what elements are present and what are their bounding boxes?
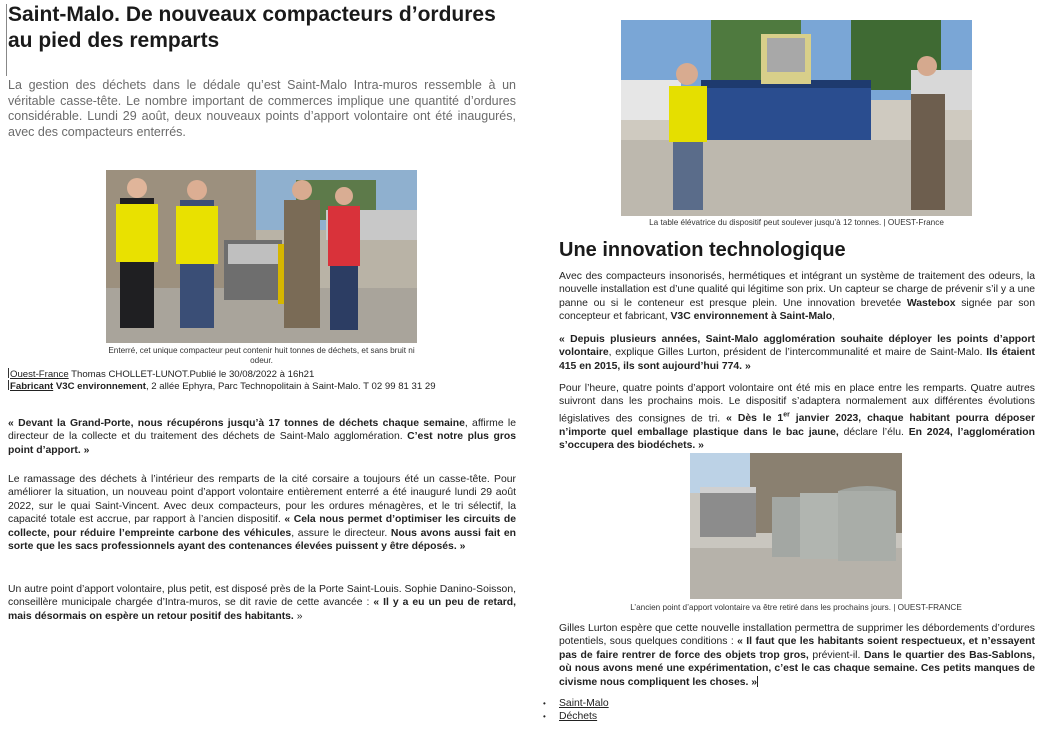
text: signée par son concepteur et fabricant, <box>559 297 1035 323</box>
photo2-caption: La table élévatrice du dispositif peut soulever jusqu’à 12 tonnes. | OUEST-France <box>649 218 944 227</box>
text: Gilles Lurton espère que cette nouvelle installation permettra de supprimer les débordements d’ordures potentiels, sous quelques conditions : <box>559 623 1035 648</box>
section-subtitle: Une innovation technologique <box>559 239 846 261</box>
paragraph-3 <box>8 583 516 623</box>
text: , <box>832 311 836 323</box>
quote: « Depuis plusieurs années, Saint-Malo agglomération souhaite déployer les points d’apport volontaire <box>559 334 1035 359</box>
text-cursor <box>757 676 758 687</box>
paragraph-1 <box>8 417 516 457</box>
paragraph-6 <box>559 382 1035 453</box>
photo3-caption: L’ancien point d’apport volontaire va être retiré dans les prochains jours. | OUEST-FRANCE <box>630 603 962 612</box>
paragraph-5 <box>559 333 1035 373</box>
tag-list <box>543 697 609 723</box>
quote: Dans le quartier des Bas-Sablons, où nous avons mené une expérimentation, c’est le cas chaque semaine. Ces petits manques de civisme nous compliquent les choses. » <box>559 649 1035 688</box>
company-name: V3C environnement à Saint-Malo <box>670 311 833 323</box>
photo-elevating-table <box>621 20 972 216</box>
photo-old-collection-point <box>690 453 902 599</box>
text: , assure le directeur. <box>291 527 391 539</box>
published-date: Publié le 30/08/2022 à 16h21 <box>189 369 315 380</box>
fabricant-address: , 2 allée Ephyra, Parc Technopolitain à Saint-Malo. T 02 99 81 31 29 <box>145 381 436 392</box>
quote: « Devant la Grand-Porte, nous récupérons jusqu’à 17 tonnes de déchets chaque semaine <box>8 418 465 429</box>
quote: « Cela nous permet d’optimiser les circuits de collecte, pour réduire l’empreinte carbone des véhicules <box>8 514 516 539</box>
article-title: Saint-Malo. De nouveaux compacteurs d’ordures au pied des remparts <box>8 3 496 52</box>
tag-item <box>543 710 609 723</box>
quote: « Il y a eu un peu de retard, mais désormais on espère un retour positif des habitants. <box>8 597 516 622</box>
fabricant-label[interactable]: Fabricant <box>10 381 54 392</box>
brand-name: Wastebox <box>906 297 956 309</box>
paragraph-2 <box>8 473 516 553</box>
paragraph-4 <box>559 270 1035 324</box>
bullet: • <box>543 699 546 708</box>
quote: « Il faut que les habitants soient respectueux, et n’essayent pas de faire rentrer de force des objets trop gros, <box>559 636 1035 661</box>
quote-part: janvier 2023, chaque habitant pourra déposer n’importe quel emballage plastique dans le bac jaune, <box>559 413 1035 438</box>
text: , explique Gilles Lurton, président de l’intercommunalité et maire de Saint-Malo. <box>608 347 987 359</box>
text: déclare l’élu. <box>838 426 909 438</box>
tag-item <box>543 697 609 710</box>
text: Un autre point d’apport volontaire, plus petit, est disposé près de la Porte Saint-Louis. Sophie Danino-Soisson, conseillère municipale chargée d’Intra-muros, se dit ravie de cette avancée : <box>8 584 516 609</box>
quote: En 2024, l’agglomération s’occupera des biodéchets. » <box>559 426 1035 452</box>
text: , affirme le directeur de la collecte et du traitement des déchets de Saint-Malo agglomération. <box>8 418 517 443</box>
title-margin-rule <box>6 4 7 76</box>
quote: C’est notre plus gros point d’apport. » <box>8 431 516 456</box>
quote: Ils étaient 415 en 2015, ils sont aujourd’hui 774. » <box>559 347 1035 372</box>
byline-line2 <box>8 380 436 393</box>
quote: Nous avons aussi fait en sorte que les sacs professionnels ayant des contenances élevées puissent y être déposés. » <box>8 527 517 553</box>
paragraph-7 <box>559 622 1035 689</box>
text: » <box>293 610 303 622</box>
author: Thomas CHOLLET-LUNOT. <box>68 369 190 380</box>
ordinal-sup: er <box>783 411 790 419</box>
photo-compactor-inauguration <box>106 170 417 343</box>
tag-link-dechets[interactable]: Déchets <box>559 711 598 722</box>
text: Le ramassage des déchets à l’intérieur des remparts de la cité corsaire a toujours été un casse-tête. Pour améliorer la situation, un nouveau point d’apport volontaire entièrement enterré a été inauguré lundi 29 août 2022, sur le quai Saint-Vincent. Avec deux compacteurs, pour les ordures ménagères, et le tri sélectif, la capacité totale est accrue, par rapport à l’ancien dispositif. <box>8 474 516 526</box>
text: prévient-il. <box>808 649 864 661</box>
text-cursor <box>8 380 9 390</box>
fabricant-company: V3C environnement <box>53 381 146 392</box>
text-cursor <box>8 368 9 378</box>
article-lead: La gestion des déchets dans le dédale qu’est Saint-Malo Intra-muros ressemble à un véritable casse-tête. Le nombre important de commerces implique une quantité d’ordures considérable. Lundi 29 août, deux nouveaux points d’apport volontaire ont été inaugurés, avec des compacteurs enterrés. <box>8 78 516 139</box>
photo1-caption: Enterré, cet unique compacteur peut contenir huit tonnes de déchets, et sans bruit ni odeur. <box>108 346 415 365</box>
text: Avec des compacteurs insonorisés, hermétiques et intégrant un système de traitement des odeurs, la nouvelle installation est d’une qualité qui légitime son prix. Un capteur se charge de prévenir s’il y a une panne ou si le conteneur est presque plein. Une innovation brevetée <box>559 271 1035 309</box>
tag-link-saint-malo[interactable]: Saint-Malo <box>559 698 609 709</box>
source-link[interactable]: Ouest-France <box>10 369 69 380</box>
quote-part: « Dès le 1 <box>726 413 784 425</box>
bullet: • <box>543 712 546 721</box>
text: Pour l’heure, quatre points d’apport volontaire ont été mis en place entre les remparts. Quatre autres suivront dans les prochains mois. Le dispositif s’adaptera normalement aux différentes évolutions législatives des consignes de tri. <box>559 383 1035 425</box>
